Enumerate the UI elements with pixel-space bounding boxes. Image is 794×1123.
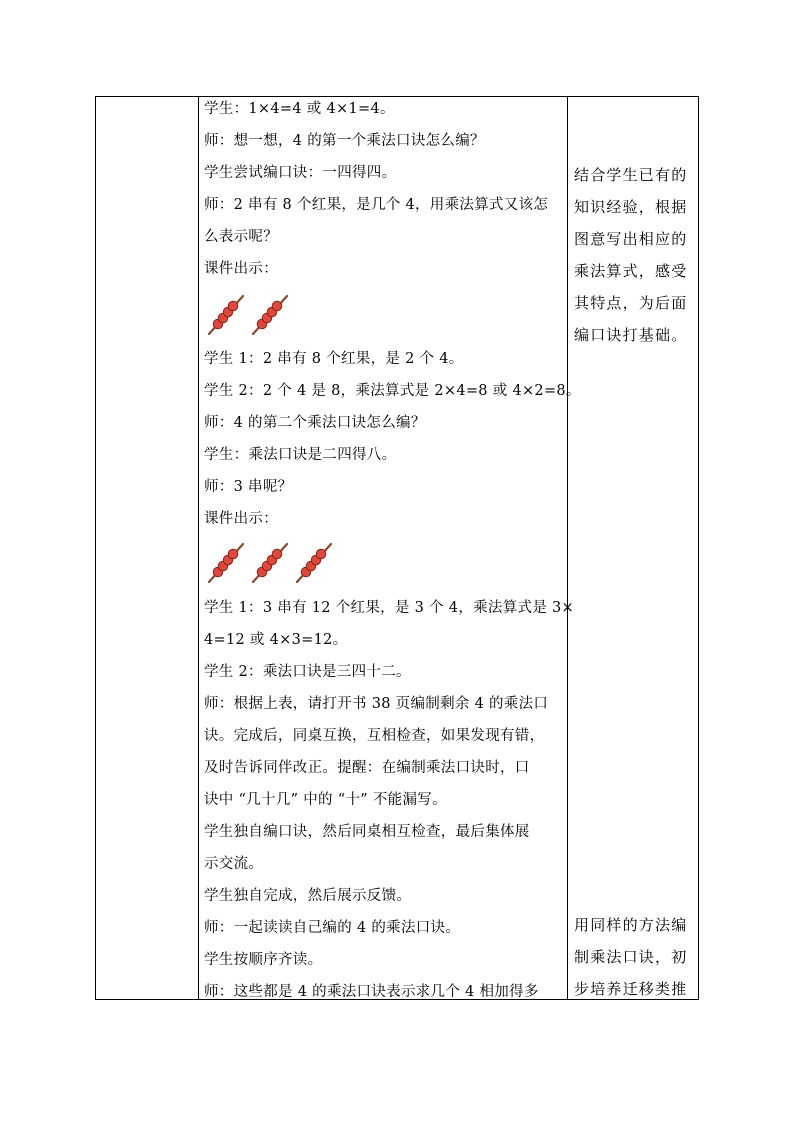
text-line: 诀。完成后，同桌互换，互相检查，如果发现有错， — [204, 728, 545, 744]
text-line: 学生：乘法口诀是二四得八。 — [204, 447, 397, 463]
text-line: 诀中 “几十几” 中的 “十” 不能漏写。 — [204, 792, 447, 808]
note-line: 图意写出相应的 — [574, 230, 688, 248]
fruit-skewer — [209, 544, 243, 582]
text-line: 及时告诉同伴改正。提醒：在编制乘法口诀时，口 — [204, 760, 530, 776]
note-line: 编口诀打基础。 — [574, 326, 688, 344]
text-line: 师：3 串呢？ — [204, 479, 293, 495]
note-line: 其特点，为后面 — [574, 294, 688, 312]
text-line: 学生 2：乘法口诀是三四十二。 — [204, 664, 411, 680]
note-line: 步培养迁移类推 — [574, 980, 688, 998]
text-line: 学生：1×4=4 或 4×1=4。 — [204, 101, 395, 117]
column-divider-right — [567, 97, 568, 999]
fruit-skewer-illustration-2 — [205, 293, 305, 337]
red-fruit — [316, 549, 326, 559]
note-line: 制乘法口诀，初 — [574, 948, 688, 966]
text-line: 么表示呢？ — [204, 229, 278, 245]
fruit-skewer — [253, 296, 287, 334]
red-fruit — [228, 549, 238, 559]
text-line: 师：4 的第二个乘法口诀怎么编？ — [204, 415, 426, 431]
note-line: 乘法算式，感受 — [574, 262, 688, 280]
text-line: 师：一起读读自己编的 4 的乘法口诀。 — [204, 920, 461, 936]
fruit-skewer-illustration-3 — [205, 541, 345, 585]
text-line: 学生 1：2 串有 8 个红果，是 2 个 4。 — [204, 351, 464, 367]
text-line: 学生按顺序齐读。 — [204, 952, 323, 968]
text-line: 师：这些都是 4 的乘法口诀表示求几个 4 相加得多 — [204, 984, 539, 1000]
fruit-skewer — [209, 296, 243, 334]
red-fruit — [272, 549, 282, 559]
column-divider-left — [198, 97, 199, 999]
text-line: 4=12 或 4×3=12。 — [204, 632, 348, 648]
note-line: 用同样的方法编 — [574, 916, 688, 934]
fruit-skewer — [297, 544, 331, 582]
text-line: 学生尝试编口诀：一四得四。 — [204, 165, 397, 181]
note-line: 结合学生已有的 — [574, 166, 688, 184]
skewer-group-svg — [205, 541, 347, 585]
note-line: 知识经验，根据 — [574, 198, 688, 216]
text-line: 师：根据上表，请打开书 38 页编制剩余 4 的乘法口 — [204, 696, 549, 712]
text-line: 学生 2：2 个 4 是 8，乘法算式是 2×4=8 或 4×2=8。 — [204, 383, 581, 399]
text-line: 课件出示： — [204, 511, 278, 527]
red-fruit — [228, 301, 238, 311]
text-line: 师：2 串有 8 个红果，是几个 4，用乘法算式又该怎 — [204, 197, 549, 213]
text-line: 学生独自完成，然后展示反馈。 — [204, 888, 412, 904]
text-line: 师：想一想，4 的第一个乘法口诀怎么编？ — [204, 133, 485, 149]
text-line: 学生 1：3 串有 12 个红果，是 3 个 4，乘法算式是 3× — [204, 600, 574, 616]
fruit-skewer — [253, 544, 287, 582]
text-line: 示交流。 — [204, 856, 264, 872]
text-line: 学生独自编口诀，然后同桌相互检查，最后集体展 — [204, 824, 530, 840]
skewer-group-svg — [205, 293, 303, 337]
red-fruit — [272, 301, 282, 311]
text-line: 课件出示： — [204, 261, 278, 277]
